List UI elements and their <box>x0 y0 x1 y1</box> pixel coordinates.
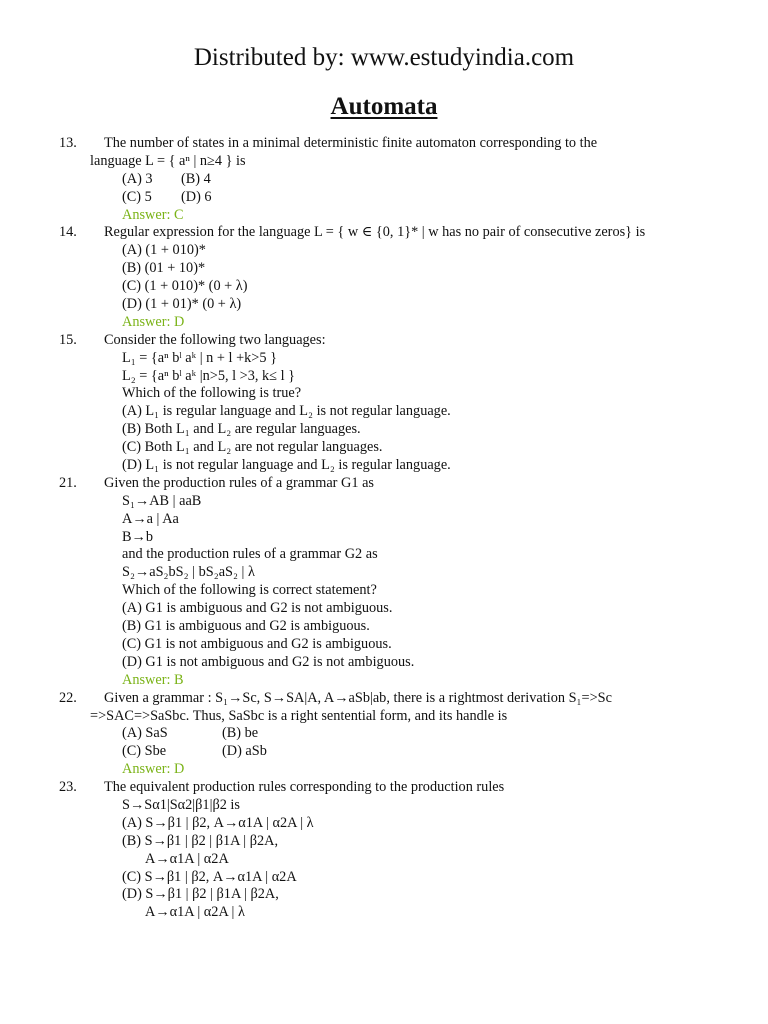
question-text: Regular expression for the language L = { w ∈ {0, 1}* | w has no pair of consecutive zeros} is <box>104 224 646 241</box>
option-d: (D) G1 is not ambiguous and G2 is not ambiguous. <box>122 653 415 670</box>
option-c: (C) S→β1 | β2, A→α1A | α2A <box>122 868 297 885</box>
question-text: Given the production rules of a grammar G1 as <box>104 474 374 491</box>
question-text: Consider the following two languages: <box>104 331 326 348</box>
answer-text: Answer: C <box>122 206 184 223</box>
option-a: (A) S→β1 | β2, A→α1A | α2A | λ <box>122 814 314 831</box>
option-b: (B) be <box>222 725 259 742</box>
option-c: (C) Both L₁ and L₂ are not regular languages. <box>122 439 383 456</box>
language-l1: L₁ = {aⁿ bˡ aᵏ | n + l +k>5 } <box>122 349 277 366</box>
question-text: The number of states in a minimal deterministic finite automaton corresponding to the <box>104 135 598 151</box>
option-d: (D) 6 <box>181 188 212 205</box>
option-c: (C) 5 <box>122 188 152 205</box>
option-b: (B) (01 + 10)* <box>122 260 206 277</box>
option-d: (D) L₁ is not regular language and L₂ is regular language. <box>122 457 451 474</box>
option-b: (B) 4 <box>181 170 211 187</box>
question-number: 23. <box>59 779 77 796</box>
option-d: (D) aSb <box>222 743 267 760</box>
question-list <box>0 135 768 922</box>
option-d: (D) (1 + 01)* (0 + λ) <box>122 296 242 313</box>
option-b: (B) G1 is ambiguous and G2 is ambiguous. <box>122 618 370 635</box>
option-b-cont: A→α1A | α2A <box>145 850 229 867</box>
question-prompt: Which of the following is true? <box>122 385 302 402</box>
question-prompt: Which of the following is correct statement? <box>122 582 377 599</box>
page-title-text: Automata <box>330 93 438 120</box>
option-c: (C) G1 is not ambiguous and G2 is ambiguous. <box>122 635 392 652</box>
page-header: Distributed by: www.estudyindia.com <box>193 44 575 71</box>
question-14 <box>0 224 768 242</box>
question-number: 21. <box>59 474 77 491</box>
answer-text: Answer: B <box>122 671 184 688</box>
page-title <box>0 93 768 121</box>
option-c: (C) Sbe <box>122 743 167 760</box>
question-13 <box>0 135 768 153</box>
option-a: (A) SaS <box>122 725 168 742</box>
option-b: (B) S→β1 | β2 | β1A | β2A, <box>122 832 279 849</box>
option-a: (A) L₁ is regular language and L₂ is not regular language. <box>122 403 451 420</box>
question-text: The equivalent production rules corresponding to the production rules <box>104 779 505 796</box>
answer-text: Answer: D <box>122 313 185 330</box>
question-text-cont: =>SAC=>SaSbc. Thus, SaSbc is a right sentential form, and its handle is <box>90 707 508 724</box>
question-number: 22. <box>59 689 77 706</box>
question-21 <box>0 475 768 493</box>
question-number: 15. <box>59 331 77 348</box>
production-rule: S→Sα1|Sα2|β1|β2 is <box>122 796 240 813</box>
production-rule: S₁→AB | aaB <box>122 492 202 509</box>
question-number: 14. <box>59 224 77 241</box>
question-15 <box>0 332 768 350</box>
production-rule: A→a | Aa <box>122 510 179 527</box>
option-a: (A) 3 <box>122 170 153 187</box>
option-a: (A) G1 is ambiguous and G2 is not ambiguous. <box>122 600 393 617</box>
question-number: 13. <box>59 135 77 151</box>
production-rule: S₂→aS₂bS₂ | bS₂aS₂ | λ <box>122 564 255 581</box>
option-c: (C) (1 + 010)* (0 + λ) <box>122 278 248 295</box>
option-b: (B) Both L₁ and L₂ are regular languages. <box>122 421 361 438</box>
question-text: Given a grammar : S₁→Sc, S→SA|A, A→aSb|ab, there is a rightmost derivation S₁=>Sc <box>104 689 612 706</box>
answer-text: Answer: D <box>122 761 185 778</box>
option-d: (D) S→β1 | β2 | β1A | β2A, <box>122 886 279 903</box>
question-22 <box>0 690 768 708</box>
question-23 <box>0 779 768 797</box>
production-rule: B→b <box>122 528 153 545</box>
question-text-cont: language L = { aⁿ | n≥4 } is <box>90 152 246 169</box>
option-a: (A) (1 + 010)* <box>122 242 206 259</box>
question-text-cont: and the production rules of a grammar G2 as <box>122 546 378 563</box>
option-d-cont: A→α1A | α2A | λ <box>145 904 245 921</box>
language-l2: L₂ = {aⁿ bˡ aᵏ |n>5, l >3, k≤ l } <box>122 367 295 384</box>
